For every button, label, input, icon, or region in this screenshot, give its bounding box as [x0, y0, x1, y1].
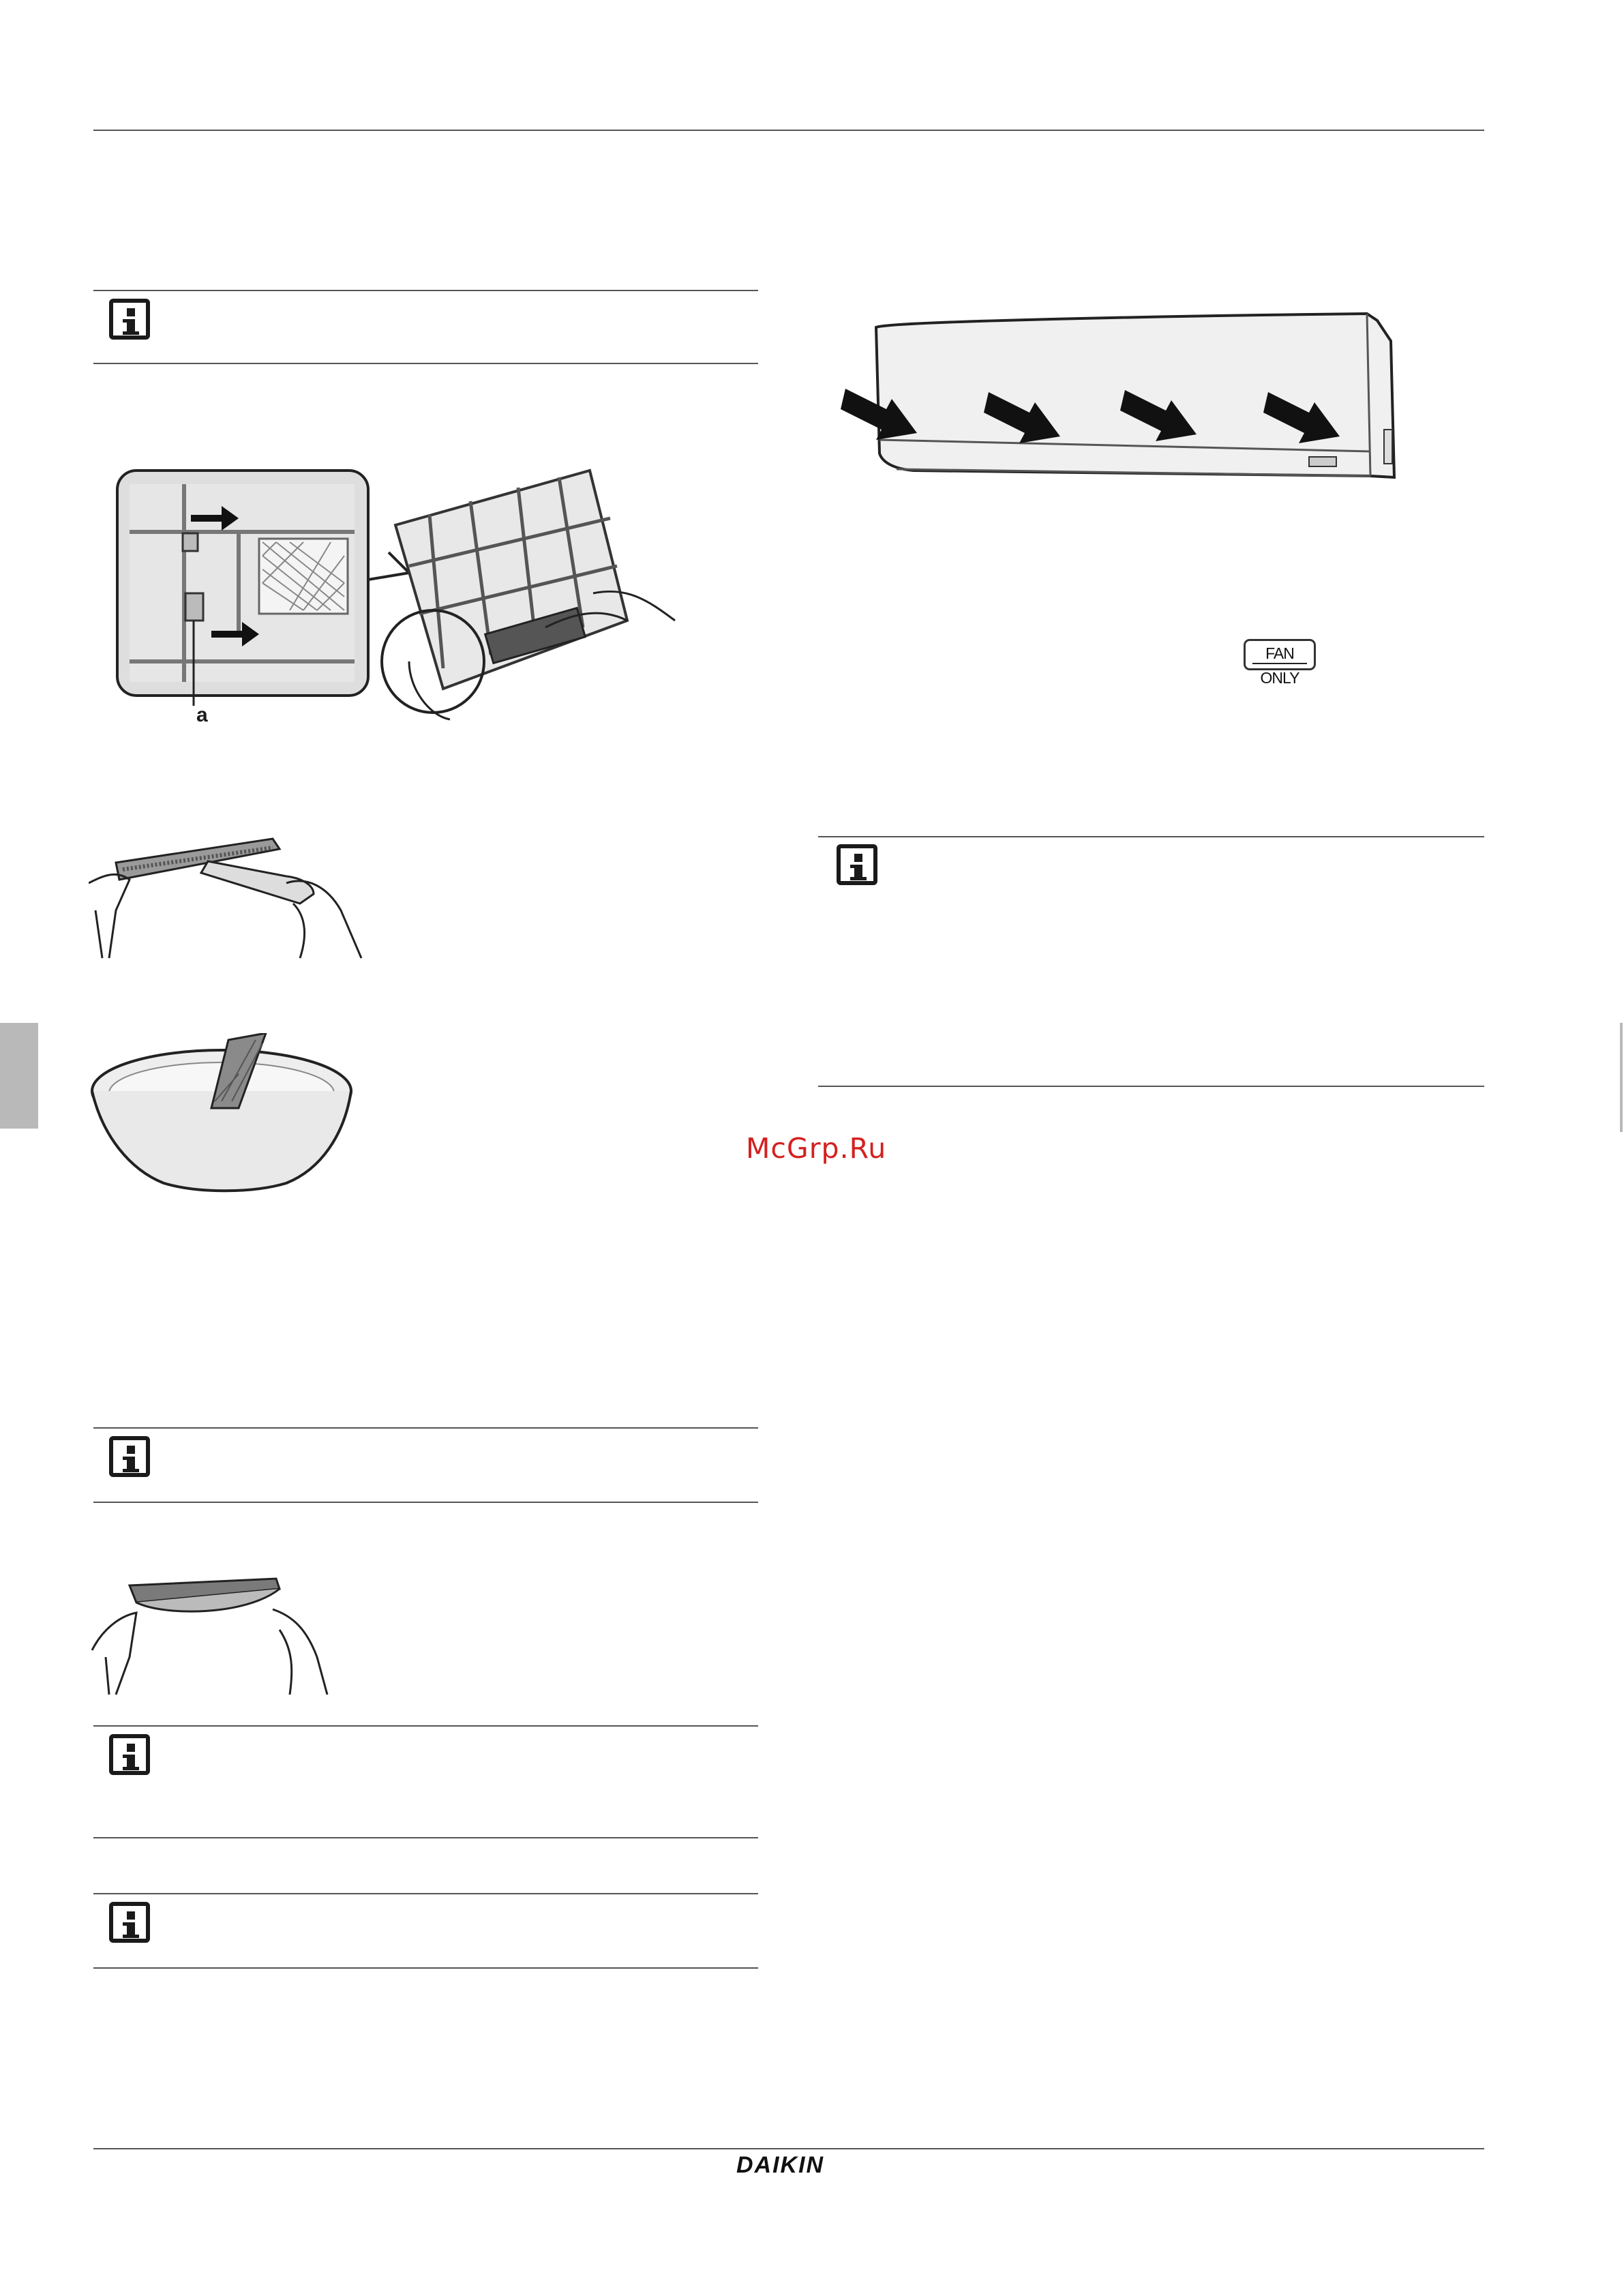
filter-vacuum-illustration: [89, 829, 375, 965]
chapter-side-tab: [0, 1023, 38, 1129]
note-rule-top: [93, 1427, 758, 1429]
note-rule-bottom: [818, 1086, 1484, 1087]
note-rule-top: [93, 290, 758, 291]
info-icon: [109, 1734, 150, 1775]
note-rule-top: [818, 836, 1484, 837]
filter-removal-illustration: [109, 464, 695, 736]
filter-install-illustration: [89, 1575, 334, 1698]
note-rule-top: [93, 1893, 758, 1894]
watermark: McGrp.Ru: [746, 1132, 887, 1165]
info-icon: [109, 1902, 150, 1943]
brand-logo: DAIKIN: [736, 2152, 825, 2178]
fan-only-label: FAN ONLY: [1260, 644, 1299, 687]
page-edge-mark: [1620, 1023, 1623, 1132]
info-icon: [837, 844, 877, 885]
info-icon: [109, 1436, 150, 1477]
indoor-unit-illustration: [832, 300, 1404, 491]
note-rule-bottom: [93, 1967, 758, 1969]
note-rule-top: [93, 1725, 758, 1727]
figure-label-a: a: [196, 704, 208, 726]
footer-rule: [93, 2148, 1484, 2149]
note-rule-bottom: [93, 1502, 758, 1503]
note-rule-bottom: [93, 1837, 758, 1838]
info-icon: [109, 299, 150, 340]
header-rule: [93, 130, 1484, 131]
fan-only-button[interactable]: [1244, 639, 1316, 687]
note-rule-bottom: [93, 363, 758, 364]
filter-wash-illustration: [89, 1033, 361, 1193]
